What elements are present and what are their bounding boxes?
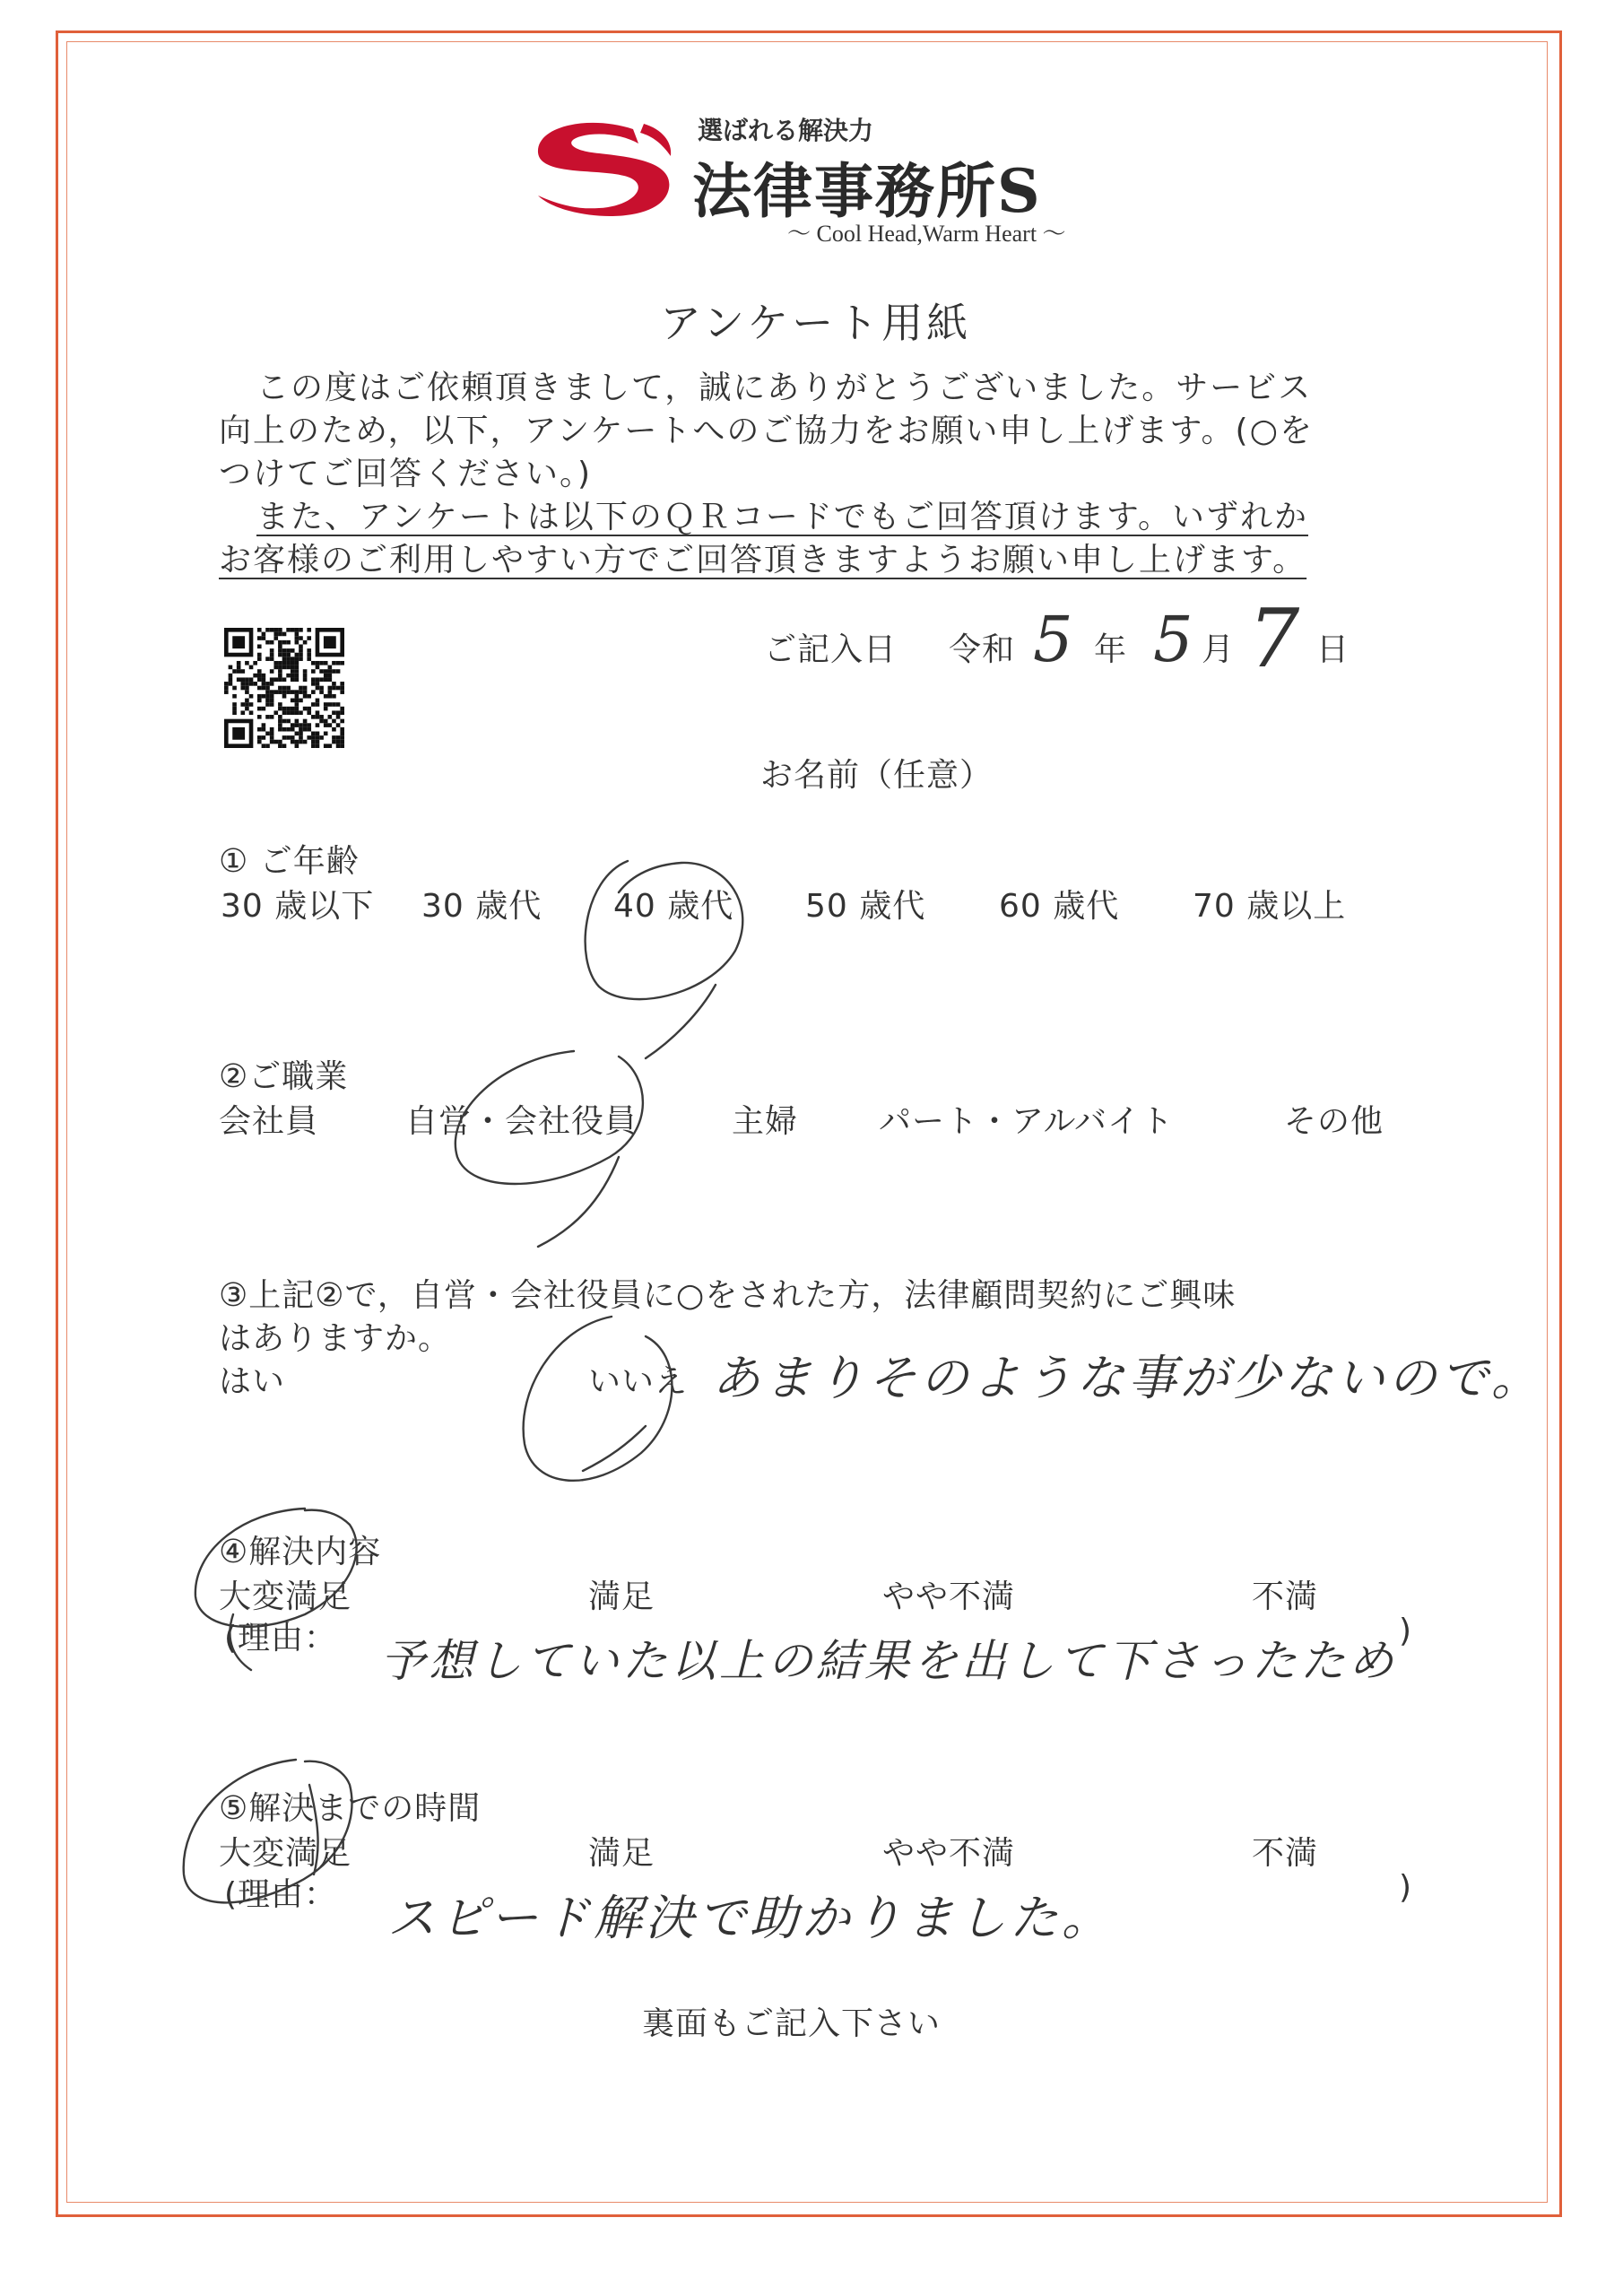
q2-option-homemaker[interactable]: 主婦	[732, 1103, 799, 1140]
q1-title: ① ご年齢	[219, 843, 360, 880]
q4-option-very-satisfied[interactable]: 大変満足	[219, 1578, 352, 1615]
logo-mark-icon	[527, 117, 680, 224]
q1-option-30s[interactable]: 30 歳代	[421, 888, 542, 925]
date-day-value[interactable]: 7	[1248, 592, 1304, 686]
date-year-value[interactable]: 5	[1033, 603, 1077, 676]
logo-tagline: 選ばれる解決力	[698, 116, 874, 145]
q5-reason-close: )	[1399, 1869, 1413, 1906]
q5-option-unsatisfied[interactable]: 不満	[1252, 1835, 1319, 1872]
q2-option-other[interactable]: その他	[1284, 1103, 1384, 1140]
q4-option-somewhat-unsatisfied[interactable]: やや不満	[882, 1578, 1016, 1615]
q2-option-employee[interactable]: 会社員	[219, 1103, 319, 1140]
q5-reason-open: (理由：	[224, 1876, 338, 1913]
qr-code[interactable]	[221, 628, 348, 748]
q4-title: ④解決内容	[219, 1534, 382, 1570]
logo-firm-name: 法律事務所S	[692, 156, 1042, 226]
q4-handwritten-reason[interactable]: 予想していた以上の結果を出して下さったため	[380, 1635, 1397, 1687]
date-month-unit: 月	[1202, 631, 1236, 668]
q2-option-self-employed[interactable]: 自営・会社役員	[405, 1103, 638, 1140]
intro-line-2: 向上のため，以下，アンケートへのご協力をお願い申し上げます。(○を	[219, 413, 1314, 449]
q5-option-very-satisfied[interactable]: 大変満足	[219, 1835, 352, 1872]
q4-reason-open: (理由：	[224, 1620, 338, 1657]
q3-option-no[interactable]: いいえ	[588, 1363, 689, 1400]
q5-option-somewhat-unsatisfied[interactable]: やや不満	[882, 1835, 1016, 1872]
q1-option-40s[interactable]: 40 歳代	[613, 888, 734, 925]
q2-option-part-time[interactable]: パート・アルバイト	[879, 1103, 1175, 1140]
q5-handwritten-reason[interactable]: スピード解決で助かりました。	[387, 1890, 1114, 1946]
intro-line-1: この度はご依頼頂きまして，誠にありがとうございました。サービス	[256, 370, 1313, 406]
q3-title-line-2: はありますか。	[219, 1320, 452, 1357]
q3-handwritten-comment[interactable]: あまりそのような事が少ないので。	[712, 1350, 1543, 1406]
name-label: お名前（任意）	[760, 757, 994, 794]
intro-line-5: お客様のご利用しやすい方でご回答頂きますようお願い申し上げます。	[219, 542, 1307, 578]
q1-option-70-over[interactable]: 70 歳以上	[1193, 888, 1347, 925]
date-day-unit: 日	[1316, 631, 1350, 668]
q4-reason-close: )	[1399, 1613, 1413, 1649]
q3-title-line-1: ③上記②で，自営・会社役員に○をされた方，法律顧問契約にご興味	[219, 1277, 1237, 1314]
intro-line-4: また、アンケートは以下のＱＲコードでもご回答頂けます。いずれか	[256, 499, 1308, 535]
logo-subtitle: ～ Cool Head,Warm Heart ～	[787, 221, 1066, 247]
q1-option-60s[interactable]: 60 歳代	[999, 888, 1120, 925]
intro-line-3: つけてご回答ください。)	[219, 456, 593, 492]
date-label: ご記入日	[764, 631, 898, 668]
q4-option-satisfied[interactable]: 満足	[588, 1578, 655, 1615]
q2-title: ②ご職業	[219, 1058, 349, 1095]
date-month-value[interactable]: 5	[1153, 603, 1197, 676]
document-title: アンケート用紙	[660, 299, 972, 347]
q4-option-unsatisfied[interactable]: 不満	[1252, 1578, 1319, 1615]
date-year-unit: 年	[1094, 631, 1128, 668]
q3-option-yes[interactable]: はい	[219, 1363, 286, 1400]
q5-option-satisfied[interactable]: 満足	[588, 1835, 655, 1872]
q5-title: ⑤解決までの時間	[219, 1790, 482, 1827]
footer-note: 裏面もご記入下さい	[642, 2005, 942, 2042]
date-era: 令和	[949, 631, 1016, 668]
q1-option-50s[interactable]: 50 歳代	[805, 888, 926, 925]
q1-option-30-under[interactable]: 30 歳以下	[221, 888, 375, 925]
